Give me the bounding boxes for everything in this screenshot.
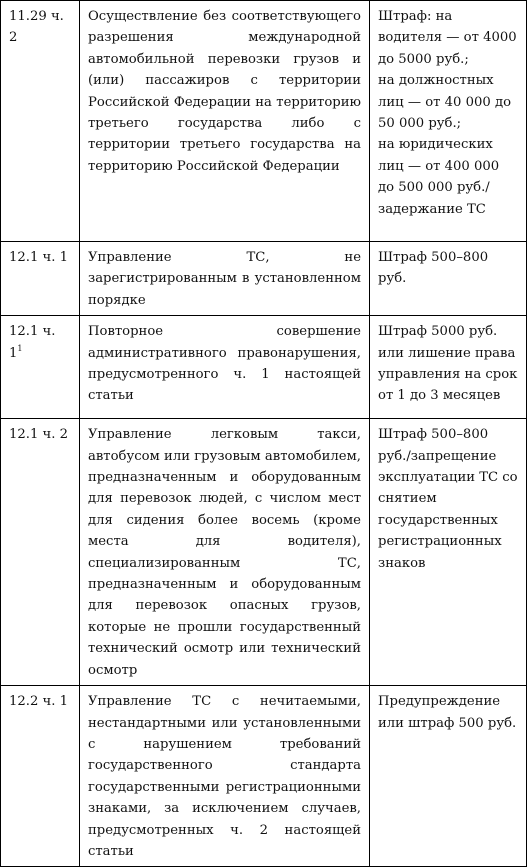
article-cell: 12.1 ч. 1	[1, 242, 80, 316]
article-superscript: 1	[17, 343, 23, 353]
article-cell: 12.2 ч. 1	[1, 686, 80, 867]
penalty-cell	[370, 686, 527, 867]
penalty-line: Штраф 500–800 руб./запрещение эксплуатации ТС со снятием государственных регистрационных знаков	[378, 427, 518, 571]
table-row	[1, 686, 527, 867]
penalty-line: Штраф: на водителя — от 4000 до 5000 руб.;	[378, 9, 517, 67]
table-row	[1, 242, 527, 316]
table-row	[1, 419, 527, 686]
description-cell: Осуществление без соответствующего разрешения международной автомобильной перевозки грузов и (или) пассажиров с территории Российской Федерации на территорию третьего государства либо с территории третьего государства на территорию Российской Федерации	[80, 1, 370, 242]
table-row	[1, 316, 527, 419]
article-cell: 12.1 ч. 2	[1, 419, 80, 686]
article-cell: 11.29 ч. 2	[1, 1, 80, 242]
penalty-line: Предупреждение или штраф 500 руб.	[378, 694, 517, 731]
penalty-cell	[370, 1, 527, 242]
penalty-cell	[370, 419, 527, 686]
description-cell: Повторное совершение административного правонарушения, предусмотренного ч. 1 настоящей статьи	[80, 316, 370, 419]
penalty-line: на юридических лиц — от 400 000 до 500 000 руб./задержание ТС	[378, 137, 500, 217]
penalty-line: на должностных лиц — от 40 000 до 50 000 руб.;	[378, 73, 512, 132]
penalty-line: Штраф 500–800 руб.	[378, 250, 489, 287]
table-row	[1, 1, 527, 242]
article-cell: 12.1 ч. $1^1$	[1, 316, 80, 419]
penalty-line: Штраф 5000 руб. или лишение права управления на срок от 1 до 3 месяцев	[378, 324, 518, 404]
description-cell: Управление ТС, не зарегистрированным в установленном порядке	[80, 242, 370, 316]
description-cell: Управление ТС с нечитаемыми, нестандартными или установленными с нарушением требований государственного стандарта государственными регистрационными знаками, за исключением случаев, предусмотренных ч. 2 настоящей статьи	[80, 686, 370, 867]
description-cell: Управление легковым такси, автобусом или грузовым автомобилем, предназначенным и оборудованным для перевозок людей, с числом мест для сидения более восемь (кроме места для водителя), специализированным ТС, предназначенным и оборудованным для перевозок опасных грузов, которые не прошли государственный технический осмотр или технический осмотр	[80, 419, 370, 686]
penalty-cell	[370, 316, 527, 419]
penalty-cell	[370, 242, 527, 316]
